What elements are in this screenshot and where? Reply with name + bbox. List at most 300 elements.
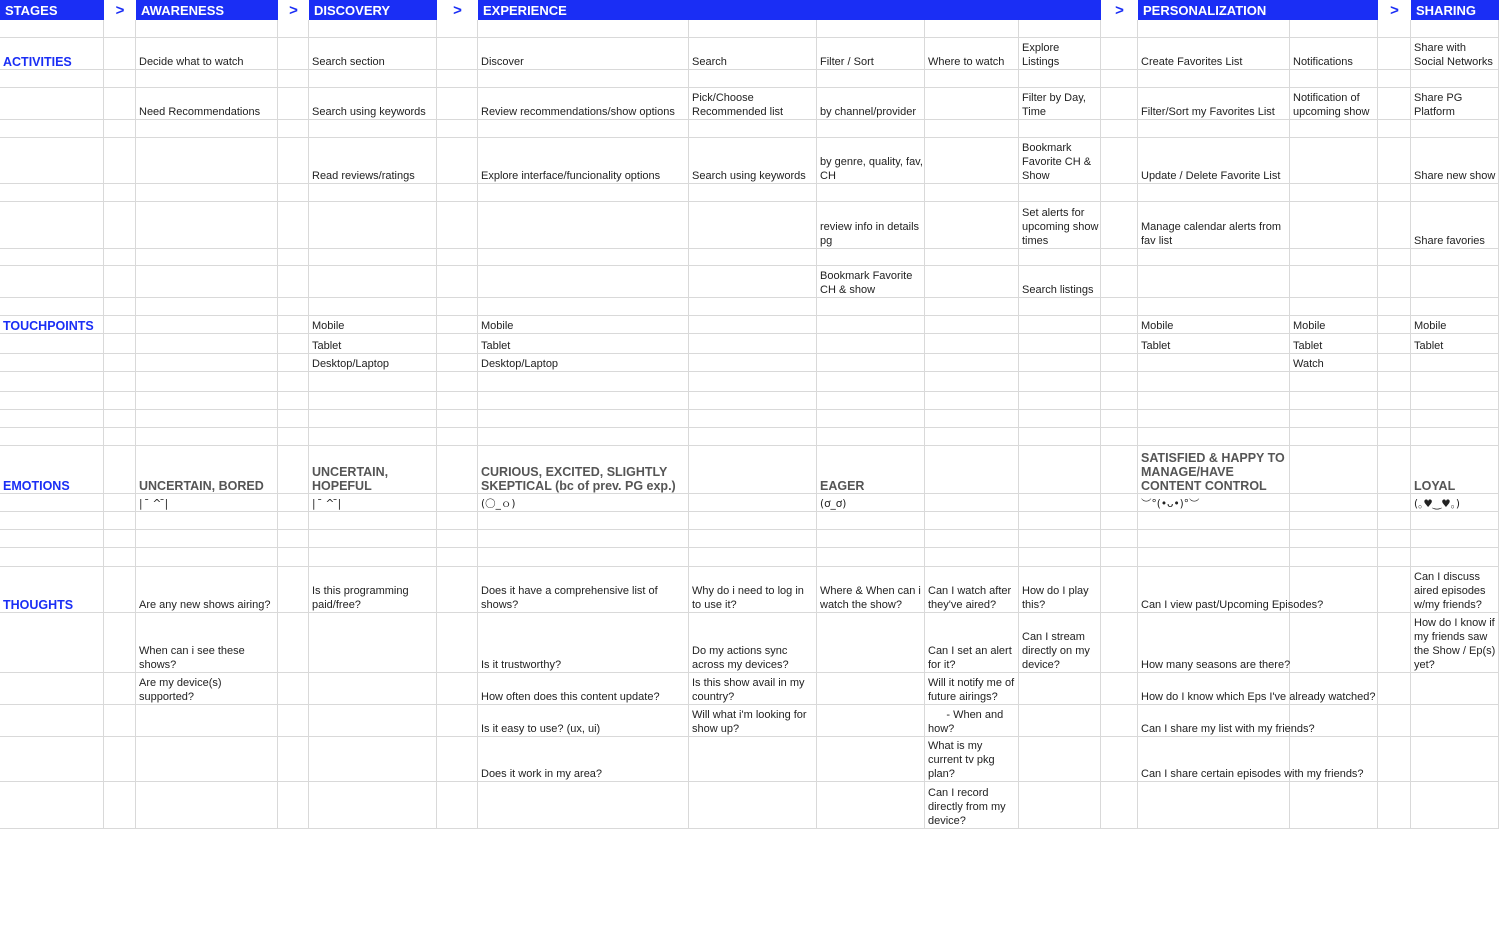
grid-cell[interactable] — [437, 392, 478, 410]
grid-cell[interactable] — [1019, 392, 1101, 410]
grid-cell[interactable] — [689, 20, 817, 38]
emotion-face-icon[interactable] — [1411, 494, 1499, 512]
grid-cell[interactable] — [1138, 184, 1290, 202]
emotion-label[interactable] — [1138, 446, 1378, 494]
grid-cell[interactable] — [689, 354, 817, 372]
grid-cell[interactable] — [817, 298, 925, 316]
grid-cell[interactable] — [817, 782, 925, 829]
grid-cell[interactable] — [817, 372, 925, 392]
activity-cell[interactable] — [1019, 38, 1101, 70]
grid-cell[interactable] — [1101, 428, 1138, 446]
grid-cell[interactable] — [689, 70, 817, 88]
grid-cell[interactable] — [1290, 782, 1378, 829]
thought-cell[interactable] — [478, 613, 689, 673]
grid-cell[interactable] — [1019, 354, 1101, 372]
grid-cell[interactable] — [104, 334, 136, 354]
grid-cell[interactable] — [1101, 673, 1138, 705]
grid-cell[interactable] — [437, 298, 478, 316]
grid-cell[interactable] — [309, 428, 437, 446]
touchpoint-cell[interactable] — [1290, 334, 1378, 354]
grid-cell[interactable] — [1101, 266, 1138, 298]
grid-cell[interactable] — [278, 70, 309, 88]
grid-cell[interactable] — [689, 202, 817, 249]
thought-cell[interactable] — [478, 705, 689, 737]
grid-cell[interactable] — [478, 428, 689, 446]
grid-cell[interactable] — [104, 512, 136, 530]
grid-cell[interactable] — [136, 548, 278, 567]
grid-cell[interactable] — [1101, 354, 1138, 372]
grid-cell[interactable] — [1101, 138, 1138, 184]
grid-cell[interactable] — [1019, 530, 1101, 548]
grid-cell[interactable] — [925, 530, 1019, 548]
grid-cell[interactable] — [278, 354, 309, 372]
grid-cell[interactable] — [478, 782, 689, 829]
grid-cell[interactable] — [1378, 705, 1411, 737]
thought-cell[interactable] — [925, 613, 1019, 673]
grid-cell[interactable] — [925, 354, 1019, 372]
activity-cell[interactable] — [1138, 202, 1290, 249]
grid-cell[interactable] — [817, 737, 925, 782]
grid-cell[interactable] — [1378, 613, 1411, 673]
grid-cell[interactable] — [478, 530, 689, 548]
thought-cell[interactable] — [689, 613, 817, 673]
stage-header-sharing[interactable] — [1411, 0, 1499, 20]
grid-cell[interactable] — [689, 249, 817, 266]
thought-cell[interactable] — [689, 567, 817, 613]
activity-cell[interactable] — [136, 38, 278, 70]
grid-cell[interactable] — [925, 184, 1019, 202]
thought-cell[interactable] — [925, 737, 1019, 782]
grid-cell[interactable] — [278, 334, 309, 354]
grid-cell[interactable] — [1019, 410, 1101, 428]
grid-cell[interactable] — [1378, 673, 1411, 705]
grid-cell[interactable] — [104, 410, 136, 428]
grid-cell[interactable] — [0, 298, 104, 316]
grid-cell[interactable] — [1378, 372, 1411, 392]
grid-cell[interactable] — [437, 705, 478, 737]
grid-cell[interactable] — [1411, 782, 1499, 829]
thought-cell[interactable] — [1411, 613, 1499, 673]
grid-cell[interactable] — [104, 392, 136, 410]
touchpoint-cell[interactable] — [1411, 334, 1499, 354]
activity-cell[interactable] — [1290, 38, 1378, 70]
grid-cell[interactable] — [0, 705, 104, 737]
grid-cell[interactable] — [817, 354, 925, 372]
grid-cell[interactable] — [278, 88, 309, 120]
grid-cell[interactable] — [1138, 372, 1290, 392]
grid-cell[interactable] — [136, 410, 278, 428]
grid-cell[interactable] — [0, 494, 104, 512]
grid-cell[interactable] — [309, 20, 437, 38]
grid-cell[interactable] — [1290, 138, 1378, 184]
emotion-label[interactable] — [1411, 446, 1499, 494]
grid-cell[interactable] — [309, 782, 437, 829]
grid-cell[interactable] — [1411, 392, 1499, 410]
grid-cell[interactable] — [278, 446, 309, 494]
grid-cell[interactable] — [1101, 530, 1138, 548]
grid-cell[interactable] — [1411, 705, 1499, 737]
grid-cell[interactable] — [437, 737, 478, 782]
grid-cell[interactable] — [309, 548, 437, 567]
grid-cell[interactable] — [925, 202, 1019, 249]
thought-cell[interactable] — [1138, 737, 1378, 782]
grid-cell[interactable] — [817, 705, 925, 737]
thought-cell[interactable] — [689, 705, 817, 737]
grid-cell[interactable] — [1101, 38, 1138, 70]
grid-cell[interactable] — [1411, 120, 1499, 138]
thought-cell[interactable] — [136, 567, 278, 613]
grid-cell[interactable] — [1378, 782, 1411, 829]
grid-cell[interactable] — [817, 20, 925, 38]
grid-cell[interactable] — [1101, 512, 1138, 530]
section-label-touchpoints[interactable] — [0, 316, 104, 334]
grid-cell[interactable] — [437, 548, 478, 567]
grid-cell[interactable] — [689, 512, 817, 530]
grid-cell[interactable] — [0, 266, 104, 298]
grid-cell[interactable] — [925, 494, 1019, 512]
grid-cell[interactable] — [1019, 782, 1101, 829]
grid-cell[interactable] — [104, 249, 136, 266]
grid-cell[interactable] — [0, 354, 104, 372]
grid-cell[interactable] — [309, 249, 437, 266]
stage-arrow-icon[interactable] — [437, 0, 478, 20]
grid-cell[interactable] — [1019, 737, 1101, 782]
grid-cell[interactable] — [1290, 512, 1378, 530]
grid-cell[interactable] — [104, 613, 136, 673]
grid-cell[interactable] — [1411, 372, 1499, 392]
activity-cell[interactable] — [136, 88, 278, 120]
grid-cell[interactable] — [0, 20, 104, 38]
grid-cell[interactable] — [104, 567, 136, 613]
grid-cell[interactable] — [1138, 548, 1290, 567]
grid-cell[interactable] — [1290, 202, 1378, 249]
section-label-emotions[interactable] — [0, 446, 104, 494]
grid-cell[interactable] — [1378, 567, 1411, 613]
grid-cell[interactable] — [136, 512, 278, 530]
grid-cell[interactable] — [1378, 494, 1411, 512]
grid-cell[interactable] — [0, 88, 104, 120]
grid-cell[interactable] — [1138, 392, 1290, 410]
grid-cell[interactable] — [0, 548, 104, 567]
grid-cell[interactable] — [689, 184, 817, 202]
grid-cell[interactable] — [925, 266, 1019, 298]
grid-cell[interactable] — [1411, 548, 1499, 567]
grid-cell[interactable] — [309, 705, 437, 737]
grid-cell[interactable] — [104, 446, 136, 494]
grid-cell[interactable] — [689, 120, 817, 138]
stage-header-awareness[interactable] — [136, 0, 278, 20]
grid-cell[interactable] — [1290, 70, 1378, 88]
grid-cell[interactable] — [478, 202, 689, 249]
grid-cell[interactable] — [278, 392, 309, 410]
grid-cell[interactable] — [0, 673, 104, 705]
grid-cell[interactable] — [1101, 70, 1138, 88]
grid-cell[interactable] — [1411, 249, 1499, 266]
activity-cell[interactable] — [817, 88, 925, 120]
thought-cell[interactable] — [925, 673, 1019, 705]
grid-cell[interactable] — [309, 737, 437, 782]
grid-cell[interactable] — [1138, 410, 1290, 428]
touchpoint-cell[interactable] — [478, 316, 689, 334]
grid-cell[interactable] — [309, 410, 437, 428]
grid-cell[interactable] — [104, 88, 136, 120]
activity-cell[interactable] — [478, 38, 689, 70]
stage-header-personalization[interactable] — [1138, 0, 1378, 20]
grid-cell[interactable] — [437, 120, 478, 138]
grid-cell[interactable] — [104, 548, 136, 567]
grid-cell[interactable] — [689, 372, 817, 392]
grid-cell[interactable] — [136, 202, 278, 249]
grid-cell[interactable] — [1411, 530, 1499, 548]
grid-cell[interactable] — [1019, 120, 1101, 138]
grid-cell[interactable] — [104, 20, 136, 38]
grid-cell[interactable] — [437, 613, 478, 673]
grid-cell[interactable] — [104, 494, 136, 512]
thought-cell[interactable] — [925, 782, 1019, 829]
grid-cell[interactable] — [1290, 530, 1378, 548]
grid-cell[interactable] — [136, 20, 278, 38]
grid-cell[interactable] — [437, 428, 478, 446]
thought-cell[interactable] — [1019, 567, 1101, 613]
grid-cell[interactable] — [478, 70, 689, 88]
grid-cell[interactable] — [309, 266, 437, 298]
grid-cell[interactable] — [817, 673, 925, 705]
grid-cell[interactable] — [437, 530, 478, 548]
emotion-face-icon[interactable] — [1138, 494, 1378, 512]
grid-cell[interactable] — [925, 334, 1019, 354]
grid-cell[interactable] — [104, 316, 136, 334]
grid-cell[interactable] — [1019, 548, 1101, 567]
grid-cell[interactable] — [478, 20, 689, 38]
grid-cell[interactable] — [1411, 512, 1499, 530]
grid-cell[interactable] — [1290, 392, 1378, 410]
grid-cell[interactable] — [1101, 392, 1138, 410]
grid-cell[interactable] — [437, 782, 478, 829]
grid-cell[interactable] — [1378, 38, 1411, 70]
stage-arrow-icon[interactable] — [1101, 0, 1138, 20]
grid-cell[interactable] — [437, 410, 478, 428]
grid-cell[interactable] — [437, 494, 478, 512]
grid-cell[interactable] — [437, 249, 478, 266]
grid-cell[interactable] — [1378, 512, 1411, 530]
grid-cell[interactable] — [1378, 428, 1411, 446]
grid-cell[interactable] — [136, 392, 278, 410]
grid-cell[interactable] — [278, 266, 309, 298]
grid-cell[interactable] — [1101, 120, 1138, 138]
grid-cell[interactable] — [104, 782, 136, 829]
grid-cell[interactable] — [136, 354, 278, 372]
grid-cell[interactable] — [104, 202, 136, 249]
grid-cell[interactable] — [478, 372, 689, 392]
grid-cell[interactable] — [478, 266, 689, 298]
grid-cell[interactable] — [1138, 530, 1290, 548]
grid-cell[interactable] — [309, 392, 437, 410]
grid-cell[interactable] — [104, 120, 136, 138]
grid-cell[interactable] — [1138, 249, 1290, 266]
grid-cell[interactable] — [0, 202, 104, 249]
grid-cell[interactable] — [1101, 298, 1138, 316]
grid-cell[interactable] — [1138, 298, 1290, 316]
grid-cell[interactable] — [0, 428, 104, 446]
grid-cell[interactable] — [1290, 184, 1378, 202]
thought-cell[interactable] — [1019, 613, 1101, 673]
grid-cell[interactable] — [278, 737, 309, 782]
touchpoint-cell[interactable] — [1290, 316, 1378, 334]
grid-cell[interactable] — [817, 184, 925, 202]
activity-cell[interactable] — [817, 202, 925, 249]
emotion-label[interactable] — [817, 446, 925, 494]
grid-cell[interactable] — [1290, 20, 1378, 38]
grid-cell[interactable] — [925, 298, 1019, 316]
touchpoint-cell[interactable] — [309, 316, 437, 334]
grid-cell[interactable] — [278, 782, 309, 829]
grid-cell[interactable] — [925, 392, 1019, 410]
grid-cell[interactable] — [1378, 354, 1411, 372]
grid-cell[interactable] — [1101, 20, 1138, 38]
activity-cell[interactable] — [1411, 202, 1499, 249]
activity-cell[interactable] — [817, 266, 925, 298]
thought-cell[interactable] — [817, 567, 925, 613]
grid-cell[interactable] — [1411, 298, 1499, 316]
activity-cell[interactable] — [1138, 88, 1290, 120]
grid-cell[interactable] — [1378, 737, 1411, 782]
grid-cell[interactable] — [309, 298, 437, 316]
activity-cell[interactable] — [1411, 138, 1499, 184]
grid-cell[interactable] — [0, 410, 104, 428]
grid-cell[interactable] — [1378, 120, 1411, 138]
grid-cell[interactable] — [0, 737, 104, 782]
grid-cell[interactable] — [1378, 316, 1411, 334]
grid-cell[interactable] — [104, 705, 136, 737]
grid-cell[interactable] — [925, 446, 1019, 494]
grid-cell[interactable] — [1411, 20, 1499, 38]
grid-cell[interactable] — [1378, 70, 1411, 88]
touchpoint-cell[interactable] — [478, 354, 689, 372]
grid-cell[interactable] — [437, 38, 478, 70]
grid-cell[interactable] — [437, 138, 478, 184]
grid-cell[interactable] — [1101, 613, 1138, 673]
grid-cell[interactable] — [278, 705, 309, 737]
grid-cell[interactable] — [689, 737, 817, 782]
grid-cell[interactable] — [1101, 548, 1138, 567]
activity-cell[interactable] — [309, 38, 437, 70]
grid-cell[interactable] — [1019, 20, 1101, 38]
grid-cell[interactable] — [478, 184, 689, 202]
grid-cell[interactable] — [1290, 410, 1378, 428]
activity-cell[interactable] — [478, 138, 689, 184]
activity-cell[interactable] — [1411, 38, 1499, 70]
grid-cell[interactable] — [309, 512, 437, 530]
grid-cell[interactable] — [1411, 673, 1499, 705]
activity-cell[interactable] — [689, 138, 817, 184]
grid-cell[interactable] — [136, 334, 278, 354]
grid-cell[interactable] — [1290, 120, 1378, 138]
grid-cell[interactable] — [136, 138, 278, 184]
grid-cell[interactable] — [437, 673, 478, 705]
grid-cell[interactable] — [309, 70, 437, 88]
touchpoint-cell[interactable] — [1290, 354, 1378, 372]
grid-cell[interactable] — [478, 120, 689, 138]
grid-cell[interactable] — [1138, 266, 1290, 298]
grid-cell[interactable] — [278, 530, 309, 548]
grid-cell[interactable] — [478, 392, 689, 410]
grid-cell[interactable] — [689, 410, 817, 428]
grid-cell[interactable] — [925, 120, 1019, 138]
grid-cell[interactable] — [817, 120, 925, 138]
grid-cell[interactable] — [1290, 548, 1378, 567]
grid-cell[interactable] — [136, 705, 278, 737]
activity-cell[interactable] — [478, 88, 689, 120]
grid-cell[interactable] — [136, 298, 278, 316]
grid-cell[interactable] — [817, 512, 925, 530]
grid-cell[interactable] — [1101, 249, 1138, 266]
thought-cell[interactable] — [925, 705, 1019, 737]
grid-cell[interactable] — [0, 120, 104, 138]
grid-cell[interactable] — [136, 249, 278, 266]
grid-cell[interactable] — [278, 38, 309, 70]
grid-cell[interactable] — [136, 530, 278, 548]
grid-cell[interactable] — [689, 428, 817, 446]
grid-cell[interactable] — [817, 316, 925, 334]
grid-cell[interactable] — [104, 372, 136, 392]
grid-cell[interactable] — [817, 428, 925, 446]
grid-cell[interactable] — [437, 184, 478, 202]
activity-cell[interactable] — [689, 38, 817, 70]
activity-cell[interactable] — [689, 88, 817, 120]
grid-cell[interactable] — [278, 494, 309, 512]
grid-cell[interactable] — [1411, 354, 1499, 372]
grid-cell[interactable] — [1019, 249, 1101, 266]
grid-cell[interactable] — [0, 184, 104, 202]
grid-cell[interactable] — [925, 88, 1019, 120]
grid-cell[interactable] — [136, 70, 278, 88]
grid-cell[interactable] — [478, 249, 689, 266]
grid-cell[interactable] — [1101, 494, 1138, 512]
grid-cell[interactable] — [1411, 184, 1499, 202]
grid-cell[interactable] — [1101, 446, 1138, 494]
grid-cell[interactable] — [1019, 184, 1101, 202]
thought-cell[interactable] — [1138, 613, 1378, 673]
grid-cell[interactable] — [1378, 202, 1411, 249]
thought-cell[interactable] — [309, 567, 437, 613]
activity-cell[interactable] — [1138, 38, 1290, 70]
grid-cell[interactable] — [1378, 392, 1411, 410]
touchpoint-cell[interactable] — [309, 354, 437, 372]
grid-cell[interactable] — [0, 334, 104, 354]
emotion-label[interactable] — [309, 446, 437, 494]
emotion-label[interactable] — [136, 446, 278, 494]
touchpoint-cell[interactable] — [1411, 316, 1499, 334]
grid-cell[interactable] — [136, 782, 278, 829]
grid-cell[interactable] — [1019, 372, 1101, 392]
grid-cell[interactable] — [437, 266, 478, 298]
grid-cell[interactable] — [925, 512, 1019, 530]
grid-cell[interactable] — [1019, 334, 1101, 354]
grid-cell[interactable] — [925, 138, 1019, 184]
touchpoint-cell[interactable] — [309, 334, 437, 354]
touchpoint-cell[interactable] — [1138, 334, 1290, 354]
grid-cell[interactable] — [0, 782, 104, 829]
grid-cell[interactable] — [925, 410, 1019, 428]
grid-cell[interactable] — [1101, 782, 1138, 829]
thought-cell[interactable] — [478, 737, 689, 782]
grid-cell[interactable] — [309, 673, 437, 705]
grid-cell[interactable] — [1411, 737, 1499, 782]
grid-cell[interactable] — [1378, 249, 1411, 266]
grid-cell[interactable] — [309, 184, 437, 202]
grid-cell[interactable] — [1411, 266, 1499, 298]
grid-cell[interactable] — [309, 120, 437, 138]
